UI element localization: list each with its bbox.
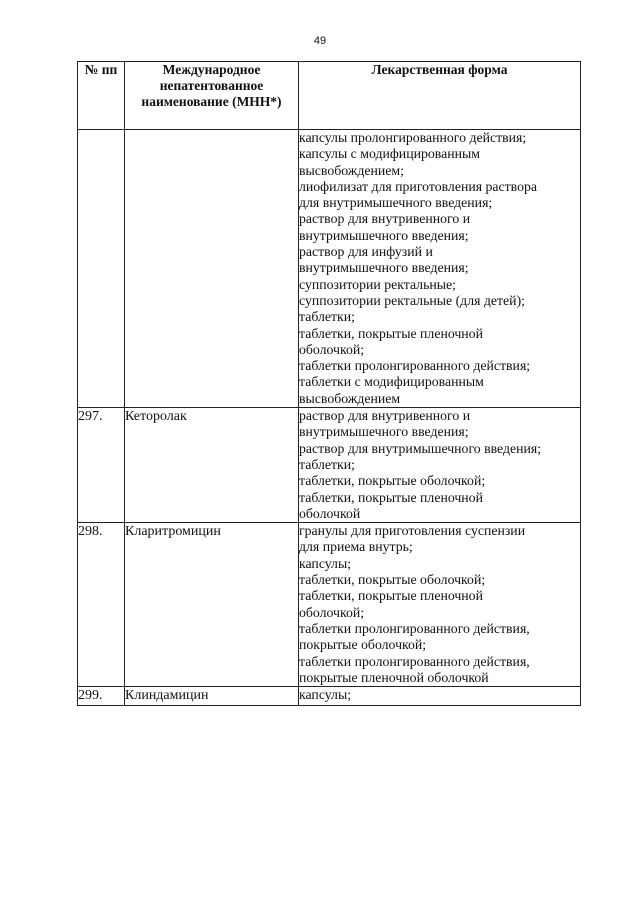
dosage-forms [299,523,581,687]
dosage-form-line: внутримышечного введения; [299,424,469,440]
header-num: № пп [78,62,125,130]
dosage-form-line: таблетки пролонгированного действия, [299,653,530,669]
dosage-form-line: покрытые пленочной оболочкой [299,669,489,685]
dosage-form-line: таблетки; [299,309,355,325]
dosage-form-line: капсулы пролонгированного действия; [299,130,527,145]
dosage-form-line: гранулы для приготовления суспензии [299,523,526,539]
header-inn-line: Международное [162,62,261,77]
dosage-form-line: лиофилизат для приготовления раствора [299,178,538,194]
drug-name: Кеторолак [125,408,299,523]
row-number: 297. [78,408,125,523]
dosage-form-line: капсулы; [299,555,352,571]
dosage-form-line: оболочкой [299,505,361,521]
dosage-form-line: оболочкой; [299,341,365,357]
row-number: 298. [78,523,125,687]
dosage-form-line: высвобождением [299,390,401,406]
row-number [78,130,125,408]
dosage-form-line: таблетки пролонгированного действия; [299,358,531,374]
dosage-form-line: таблетки, покрытые пленочной [299,325,483,341]
dosage-form-line: таблетки, покрытые оболочкой; [299,473,486,489]
header-row [78,62,581,130]
row-number: 299. [78,687,125,706]
dosage-form-line: таблетки пролонгированного действия, [299,620,530,636]
dosage-forms [299,408,581,523]
header-inn-line: наименование (МНН*) [141,94,282,109]
dosage-form-line: таблетки, покрытые пленочной [299,588,483,604]
dosage-form-line: таблетки с модифицированным [299,374,484,390]
dosage-form-line: капсулы с модифицированным [299,146,480,162]
dosage-form-line: высвобождением; [299,162,404,178]
table-row [78,130,581,408]
dosage-form-line: таблетки, покрытые оболочкой; [299,572,486,588]
dosage-form-line: оболочкой; [299,604,365,620]
dosage-forms [299,130,581,408]
dosage-form-line: капсулы; [299,687,352,703]
dosage-form-line: для приема внутрь; [299,539,413,555]
dosage-form-line: раствор для внутривенного и [299,408,471,424]
table-row [78,523,581,687]
table-body [78,130,581,706]
table-row [78,687,581,706]
header-inn-line: непатентованное [159,78,264,93]
drug-name [125,130,299,408]
dosage-form-line: раствор для внутривенного и [299,211,471,227]
dosage-form-line: внутримышечного введения; [299,260,469,276]
table-row [78,408,581,523]
drug-name: Кларитромицин [125,523,299,687]
dosage-form-line: суппозитории ректальные; [299,276,456,292]
header-inn [125,62,299,130]
dosage-form-line: таблетки, покрытые пленочной [299,489,483,505]
dosage-form-line: суппозитории ректальные (для детей); [299,292,525,308]
dosage-form-line: покрытые оболочкой; [299,637,427,653]
dosage-forms [299,687,581,706]
dosage-form-line: раствор для внутримышечного введения; [299,440,542,456]
dosage-form-line: таблетки; [299,456,355,472]
drug-name: Клиндамицин [125,687,299,706]
header-dosage-form: Лекарственная форма [299,62,581,130]
dosage-form-line: для внутримышечного введения; [299,195,493,211]
dosage-form-line: внутримышечного введения; [299,227,469,243]
dosage-form-line: раствор для инфузий и [299,244,433,260]
page-number: 49 [313,35,327,47]
drug-table [77,61,581,706]
